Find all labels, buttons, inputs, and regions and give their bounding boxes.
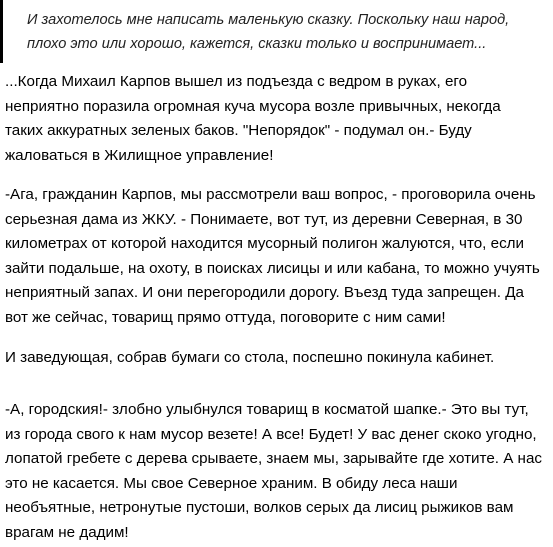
quote-line: И захотелось мне написать маленькую сказку. Поскольку наш народ, xyxy=(27,12,510,28)
text-line: лопатой гребете с дерева срываете, знаем мы, зарывайте где хотите. А нас xyxy=(5,450,542,468)
text-line: ...Когда Михаил Карпов вышел из подъезда с ведром в руках, его xyxy=(5,73,468,90)
text-line: врагам не дадим! xyxy=(5,523,129,541)
paragraph-3 xyxy=(5,346,553,371)
quote-line: плохо это или хорошо, кажется, сказки только и воспринимает... xyxy=(27,36,487,52)
text-line: вот же сейчас, товарищ прямо оттуда, поговорите с ним сами! xyxy=(5,308,446,326)
paragraph-1 xyxy=(5,70,553,168)
text-line: из города свого к нам мусор везете! А все! Будет! У вас денег скоко угодно, xyxy=(5,425,537,443)
text-line: таких аккуратных зеленых баков. "Непорядок" - подумал он.- Буду xyxy=(5,122,472,140)
text-line: зайти подальше, на охоту, в поисках лисицы и или кабана, то можно учуять xyxy=(5,259,540,277)
text-line: серьезная дама из ЖКУ. - Понимаете, вот тут, из деревни Северная, в 30 xyxy=(5,210,523,228)
text-line: это не касается. Мы свое Северное храним. В обиду леса наши xyxy=(5,474,458,492)
text-line: -А, городския!- злобно улыбнулся товарищ в косматой шапке.- Это вы тут, xyxy=(5,401,529,418)
text-line: необъятные, нетронутые пустоши, волков серых да лисиц рыжиков вам xyxy=(5,499,514,517)
text-line: И заведующая, собрав бумаги со стола, поспешно покинула кабинет. xyxy=(5,349,495,366)
paragraph-4 xyxy=(5,398,553,546)
paragraph-2 xyxy=(5,183,553,331)
text-line: неприятно поразила огромная куча мусора возле привычных, некогда xyxy=(5,97,501,115)
text-line: километрах от которой находится мусорный полигон жалуются, что, если xyxy=(5,235,525,253)
intro-quote xyxy=(0,0,553,63)
text-line: -Ага, гражданин Карпов, мы рассмотрели ваш вопрос, - проговорила очень xyxy=(5,186,536,203)
text-line: жаловаться в Жилищное управление! xyxy=(5,146,274,164)
text-line: неприятный запах. И они перегородили дорогу. Въезд туда запрещен. Да xyxy=(5,284,524,302)
